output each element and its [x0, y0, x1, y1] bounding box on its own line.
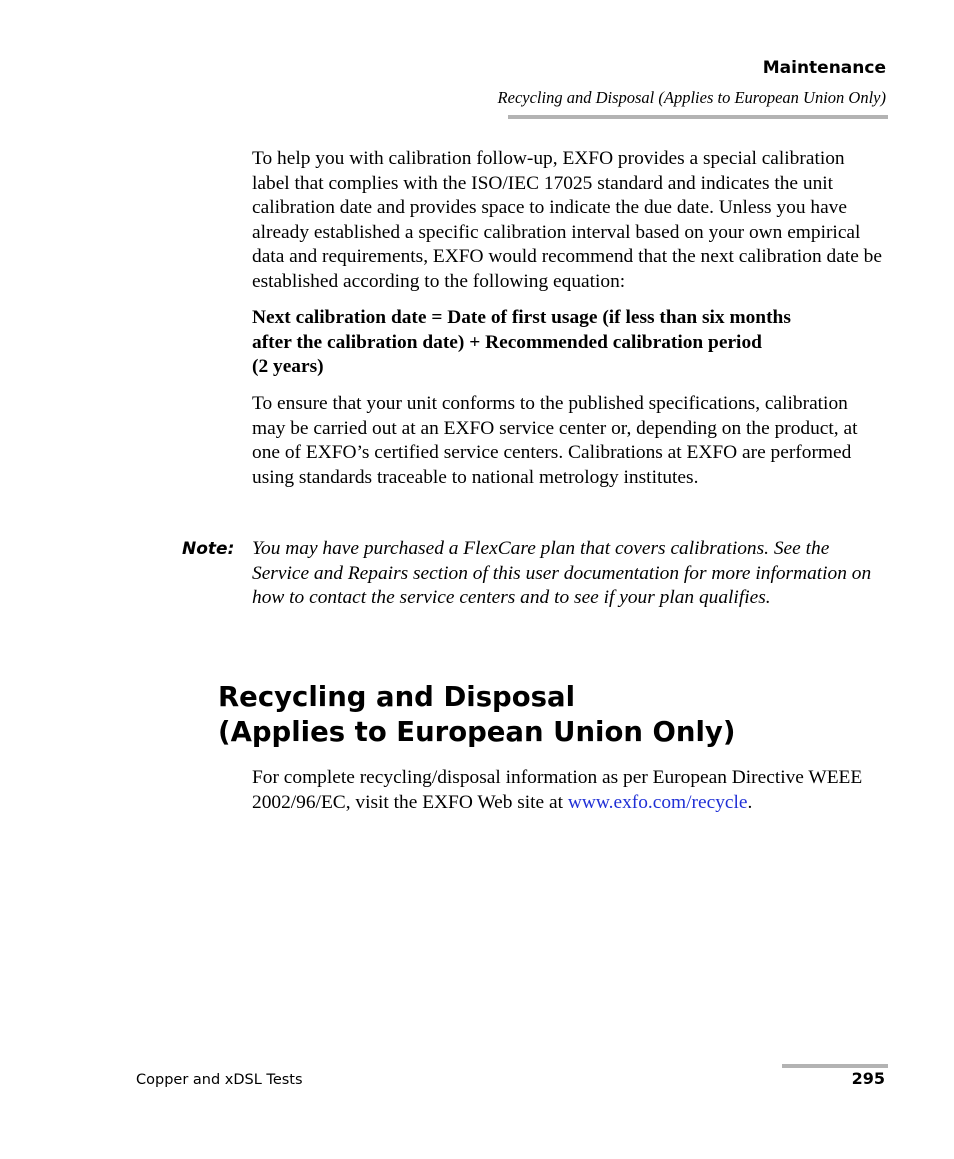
calibration-equation	[252, 306, 886, 380]
running-header-section: Recycling and Disposal (Applies to European Union Only)	[497, 88, 886, 107]
footer-document-title: Copper and xDSL Tests	[136, 1072, 303, 1088]
recycling-text: For complete recycling/disposal information as per European Directive WEEE 2002/96/EC, visit the EXFO Web site at	[252, 767, 863, 813]
equation-line-3: (2 years)	[252, 356, 324, 378]
recycling-paragraph	[252, 766, 886, 815]
equation-line-2: after the calibration date) + Recommended calibration period	[252, 331, 762, 353]
header-divider	[508, 115, 888, 119]
running-header-chapter: Maintenance	[762, 58, 886, 78]
equation-line-1: Next calibration date = Date of first usage (if less than six months	[252, 307, 791, 328]
section-heading	[218, 680, 878, 750]
page-number: 295	[851, 1069, 885, 1088]
service-center-paragraph: To ensure that your unit conforms to the published specifications, calibration may be carried out at an EXFO service center or, depending on the product, at one of EXFO’s certified service centers. Calibrations at EXFO are performed using standards traceable to national metrology institutes.	[252, 393, 858, 488]
recycling-text-end: .	[747, 791, 753, 813]
heading-line-1: Recycling and Disposal	[218, 681, 575, 713]
note-text: You may have purchased a FlexCare plan that covers calibrations. See the Service and Repairs section of this user documentation for more information on how to contact the service centers and to see if your plan qualifies.	[252, 538, 872, 609]
recycle-link[interactable]: www.exfo.com/recycle	[567, 791, 748, 813]
heading-line-2: (Applies to European Union Only)	[218, 716, 736, 748]
calibration-paragraph: To help you with calibration follow-up, EXFO provides a special calibration label that complies with the ISO/IEC 17025 standard and indicates the unit calibration date and provides space to indicate the due date. Unless you have already established a specific calibration interval based on your own empirical data and requirements, EXFO would recommend that the next calibration date be established according to the following equation:	[252, 148, 882, 292]
note-label: Note:	[182, 539, 235, 559]
